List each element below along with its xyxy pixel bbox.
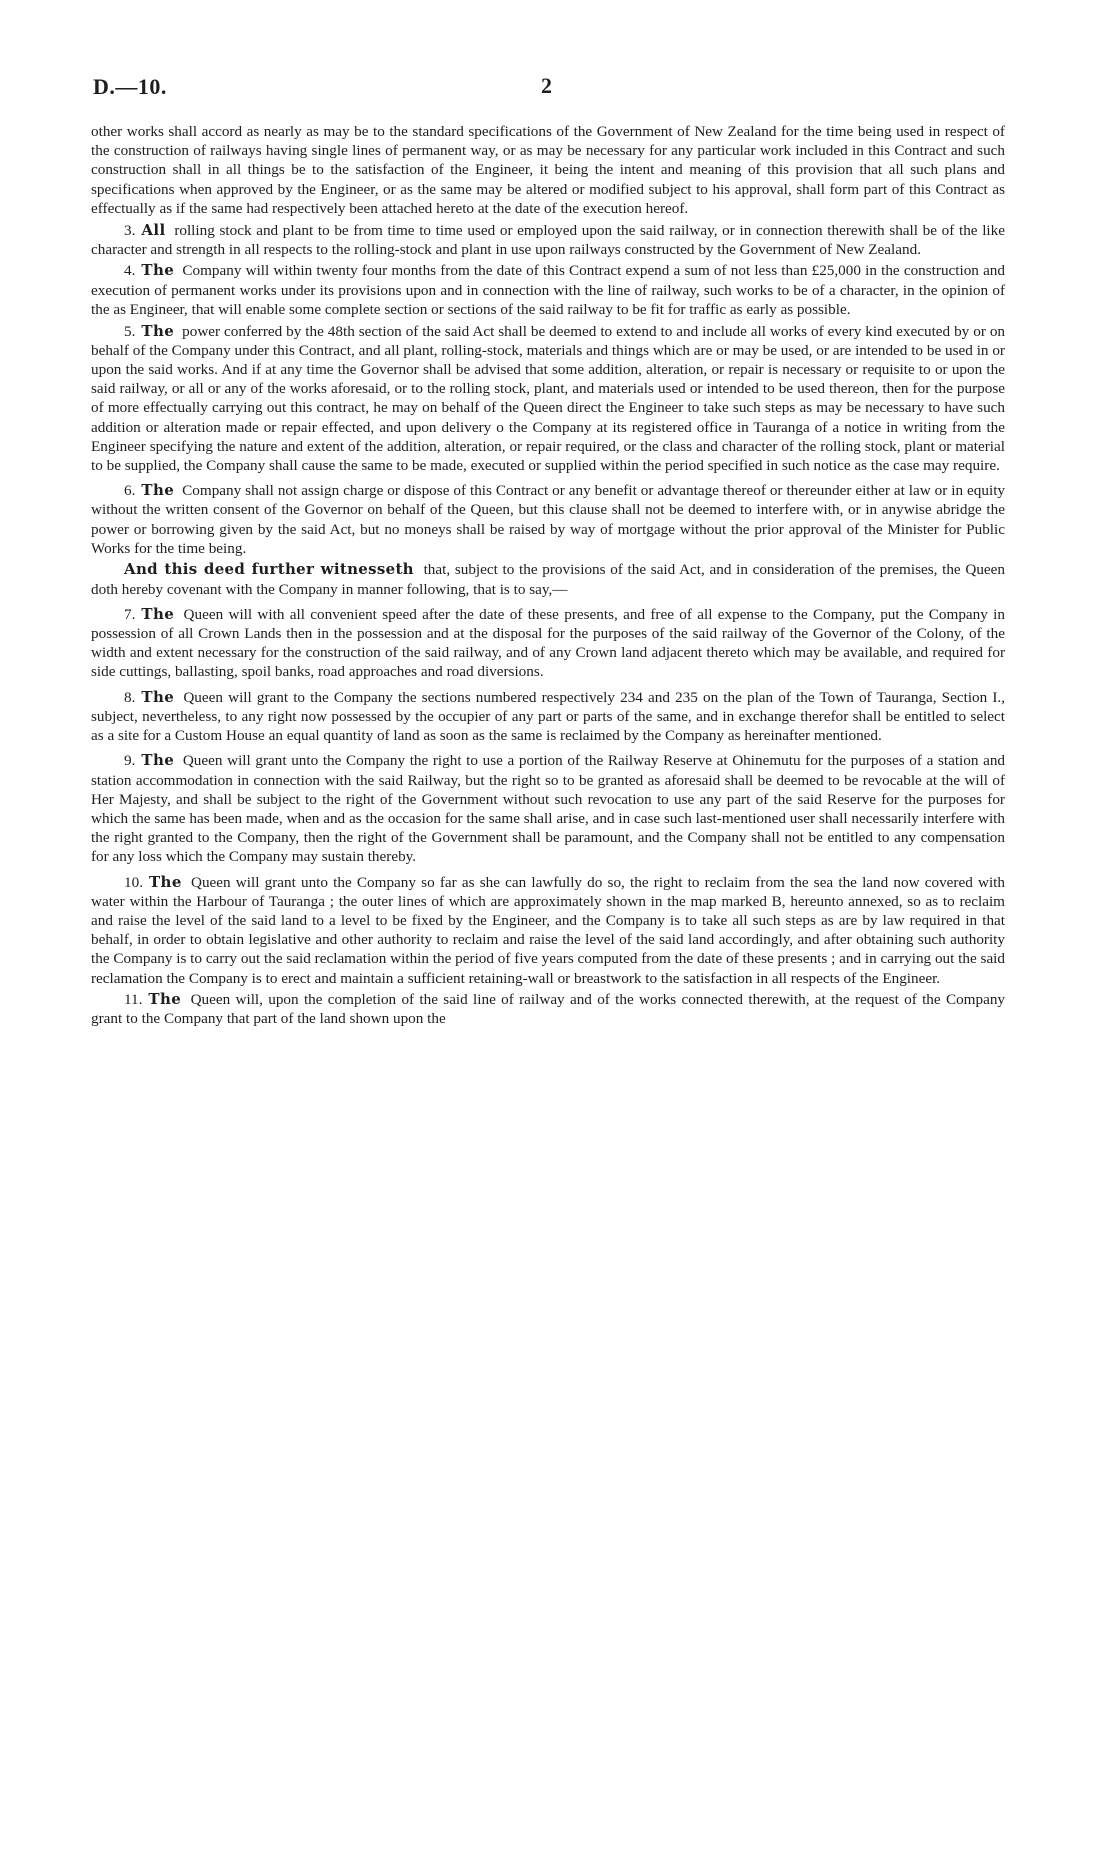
clause-3 bbox=[91, 221, 1005, 259]
clause-4 bbox=[91, 261, 1005, 319]
paragraph-text: other works shall accord as nearly as may be to the standard specifications of the Government of New Zealand for the time being used in respect of the construction of railways having single lines of permanent way, or as may be necessary for any particular work included in this Contract and such construction shall in all things be to the satisfaction of the Engineer, it being the intent and meaning of this provision that all such plans and specifications when approved by the Engineer, or as the same may be altered or modified subject to his approval, shall form part of this Contract as effectually as if the same had respectively been attached hereto at the date of the execution hereof. bbox=[91, 123, 1005, 217]
clause-lead-word: The bbox=[141, 687, 175, 706]
document-reference: D.—10. bbox=[93, 74, 167, 99]
paragraph-text: Queen will grant unto the Company the right to use a portion of the Railway Reserve at Ohinemutu for the purposes of a station and station accommodation in connection with the said Railway, but the right so to be granted as aforesaid shall be deemed to be revocable at the will of Her Majesty, and shall be subject to the right of the Government without such revocation to use any part of the said Reserve for the purposes for which the same has been made, when and as the occasion for the same shall arise, and in case such last-mentioned user shall necessarily interfere with the right granted to the Company, then the right of the Government shall be paramount, and the Company shall not be entitled to any compensation for any loss which the Company may sustain thereby. bbox=[91, 752, 1006, 866]
clause-number: 8. bbox=[124, 688, 136, 706]
paragraph-text: that, subject to the provisions of the said Act, and in consideration of the premises, the Queen doth hereby covenant with the Company in manner following, that is to say,— bbox=[91, 561, 1005, 598]
paragraph-text: Queen will with all convenient speed after the date of these presents, and free of all expense to the Company, put the Company in possession of all Crown Lands then in the possession and at the disposal for the purposes of the said railway of the Governor of the Colony, of the width and extent necessary for the construction of the said railway, and of any Crown land adjacent thereto which may be available, and required for side cuttings, ballasting, spoil banks, road approaches and road diversions. bbox=[91, 605, 1005, 681]
page-header bbox=[93, 74, 1003, 104]
clause-lead-word: The bbox=[141, 604, 175, 623]
paragraph-text: Queen will grant to the Company the sections numbered respectively 234 and 235 on the plan of the Town of Tauranga, Section I., subject, nevertheless, to any right now possessed by the occupier of any part or parts of the same, and in exchange therefor shall be entitled to select as a site for a Custom House an equal quantity of land as soon as the same is reclaimed by the Company as hereinafter mentioned. bbox=[91, 688, 1006, 745]
clause-6 bbox=[91, 481, 1005, 558]
document-body bbox=[91, 122, 1005, 1031]
clause-lead-word: The bbox=[148, 990, 182, 1009]
paragraph-text: Company shall not assign charge or dispose of this Contract or any benefit or advantage thereof or thereunder either at law or in equity without the written consent of the Governor on behalf of the Queen, but this clause shall not be deemed to interfere with, or in anywise abridge the power or borrowing given by the said Act, but no moneys shall be raised by way of mortgage without the prior approval of the Minister for Public Works for the time being. bbox=[91, 482, 1006, 557]
clause-lead-word: The bbox=[141, 751, 175, 770]
paragraph-text: Company will within twenty four months from the date of this Contract expend a sum of not less than £25,000 in the construction and execution of permanent works under its provisions upon and in connection with the line of railway, such works to be of a character, in the opinion of the as Engineer, that will enable some complete section or sections of the said railway to be fit for traffic as early as possible. bbox=[91, 262, 1005, 318]
clause-number: 11. bbox=[124, 991, 143, 1009]
paragraph-text: power conferred by the 48th section of the said Act shall be deemed to extend to and include all works of every kind executed by or on behalf of the Company under this Contract, and all plant, rolling-stock, materials and things which are or may be used, or are intended to be used in or upon the said works. And if at any time the Governor shall be advised that some addition, alteration, or repair is necessary or requisite to or upon the said railway, or all or any of the works aforesaid, or to the rolling stock, plant, and materials used or intended to be used thereon, then for the purpose of more effectually carrying out this contract, he may on behalf of the Queen direct the Engineer to take such steps as may be necessary to have such addition or alteration made or repair effected, and upon delivery o the Company at its registered office in Tauranga of a notice in writing from the Engineer specifying the nature and extent of the addition, alteration, or repair required, or the class and character of the rolling stock, plant or material to be supplied, the Company shall cause the same to be made, executed or supplied within the period specified in such notice as the case may require. bbox=[91, 322, 1006, 474]
witnesseth-paragraph bbox=[91, 560, 1005, 598]
clause-lead-word: The bbox=[141, 481, 175, 500]
clause-number: 10. bbox=[124, 873, 143, 891]
paragraph-text: rolling stock and plant to be from time to time used or employed upon the said railway, or in connection therewith shall be of the like character and strength in all respects to the rolling-stock and plant in use upon railways constructed by the Government of New Zealand. bbox=[91, 221, 1005, 258]
clause-8 bbox=[91, 688, 1005, 746]
clause-lead-word: The bbox=[141, 261, 175, 280]
clause-lead-word: All bbox=[141, 220, 166, 239]
clause-number: 3. bbox=[124, 221, 136, 239]
clause-number: 4. bbox=[124, 262, 136, 280]
clause-number: 9. bbox=[124, 752, 136, 770]
clause-9 bbox=[91, 751, 1005, 866]
clause-11 bbox=[91, 990, 1005, 1028]
paragraph-text: Queen will, upon the completion of the said line of railway and of the works connected therewith, at the request of the Company grant to the Company that part of the land shown upon the bbox=[91, 991, 1006, 1028]
witnesseth-heading: And this deed further witnesseth bbox=[124, 560, 414, 579]
clause-number: 7. bbox=[124, 605, 136, 623]
clause-number: 6. bbox=[124, 482, 136, 500]
clause-number: 5. bbox=[124, 322, 136, 340]
clause-lead-word: The bbox=[141, 321, 175, 340]
clause-5 bbox=[91, 322, 1005, 476]
clause-7 bbox=[91, 605, 1005, 682]
paragraph-text: Queen will grant unto the Company so far as she can lawfully do so, the right to reclaim from the sea the land now covered with water within the Harbour of Tauranga ; the outer lines of which are approximately shown in the map marked B, hereunto annexed, so as to reclaim and raise the level of the said land to a level to be fixed by the Engineer, and the Company is to take all such steps as are by law required in that behalf, in order to obtain legislative and other authority to reclaim and raise the level of the said land accordingly, and after obtaining such authority the Company is to carry out the said reclamation within the period of five years computed from the date of these presents ; and in carrying out the said reclamation the Company is to erect and maintain a sufficient retaining-wall or breastwork to the satisfaction in all respects of the Engineer. bbox=[91, 873, 1005, 987]
paragraph-continuation bbox=[91, 122, 1005, 218]
clause-lead-word: The bbox=[148, 872, 182, 891]
page-number: 2 bbox=[541, 73, 552, 98]
clause-10 bbox=[91, 873, 1005, 988]
